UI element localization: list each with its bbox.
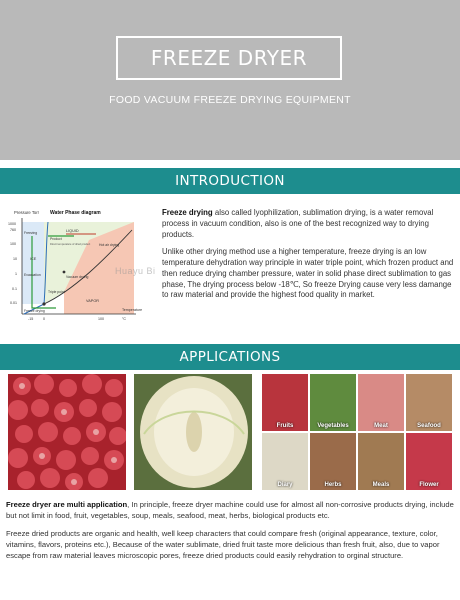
tile-label: Fruits <box>276 423 294 429</box>
diagram-product-label: Product <box>50 237 62 241</box>
diagram-x-axis-label: Temperature <box>122 308 143 312</box>
watermark-text: Huayu Bi <box>115 266 156 276</box>
tile-label: Meat <box>374 423 388 429</box>
introduction-heading-band <box>0 168 460 194</box>
category-tile-seafood <box>406 374 452 431</box>
strawberry-pieces-illustration <box>8 374 126 490</box>
tile-label: Seafood <box>417 423 441 429</box>
diagram-ice-label: ICE <box>30 257 37 261</box>
apps-lead-term: Freeze dryer are multi application <box>6 500 128 509</box>
diagram-y-tick: 1 <box>15 272 17 276</box>
tile-label: Diary <box>277 482 293 488</box>
intro-lead-term: Freeze drying <box>162 208 213 217</box>
fruit-slice-illustration <box>134 374 252 490</box>
hero-subtitle: FOOD VACUUM FREEZE DRYING EQUIPMENT <box>109 94 351 106</box>
tile-label: Vegetables <box>317 423 349 429</box>
diagram-triple-point-label: Triple point <box>48 290 65 294</box>
diagram-liquid-label: LIQUID <box>66 229 79 233</box>
hero-banner <box>0 0 460 160</box>
category-tile-diary <box>262 433 308 490</box>
diagram-y-tick: 0.01 <box>10 301 17 305</box>
introduction-paragraph-1 <box>162 208 454 240</box>
introduction-paragraph-2: Unlike other drying method use a higher temperature, freeze drying is an low temperature dehydration way principle in water triple point, which frozen product and then reduce drying chamber pressure, water in solid phase direct sublimation to gas phase, The drying process below -18℃, So freeze Drying cause very less damange to raw material and provide the highest food quality in market. <box>162 247 454 300</box>
diagram-evacuation-label: Evacuation <box>24 273 41 277</box>
diagram-x-tick: -15 <box>28 317 34 321</box>
applications-category-grid <box>262 374 452 490</box>
applications-body <box>6 500 456 569</box>
tile-label: Flower <box>419 482 439 488</box>
diagram-freezing-label: Freezing <box>24 231 38 235</box>
freeze-dried-strawberry-photo <box>8 374 126 490</box>
category-tile-herbs <box>310 433 356 490</box>
intro-paragraph-1-text: also called lyophilization, sublimation drying, is a water removal process in vacuum condition, also is one of the best recognized way to drying products. <box>162 208 434 239</box>
applications-heading-band <box>0 344 460 370</box>
diagram-y-tick: 760 <box>10 228 16 232</box>
tile-label: Herbs <box>324 482 342 488</box>
category-tile-meat <box>358 374 404 431</box>
applications-paragraph-1 <box>6 500 456 521</box>
diagram-vacuum-drying-label: Vacuum drying <box>66 275 89 279</box>
applications-paragraph-2: Freeze dried products are organic and health, well keep characters that could compare fresh (original appearance, texture, color, vitamins, flavors, proteins etc.), Because of the water sublimate, dried fruit taste more delicious than fresh fruit, also, due to vapor escape from raw material leaves microscopic pores, freeze dried products could easily rehydration to orginal structure. <box>6 529 440 560</box>
introduction-heading: INTRODUCTION <box>175 173 285 189</box>
category-tile-meals <box>358 433 404 490</box>
diagram-title: Water Phase diagram <box>50 210 101 216</box>
hero-title-box <box>116 36 342 80</box>
category-tile-vegetables <box>310 374 356 431</box>
diagram-y-axis-label: Pressure Torr <box>14 210 40 215</box>
introduction-body <box>162 208 454 308</box>
diagram-vapor-label: VAPOR <box>86 299 100 303</box>
diagram-y-tick: 10 <box>13 257 17 261</box>
diagram-freeze-drying-label: Freeze drying <box>24 309 45 313</box>
category-tile-fruits <box>262 374 308 431</box>
freeze-dried-fruit-slice-photo <box>134 374 252 490</box>
diagram-x-tick: 0 <box>43 317 45 321</box>
diagram-y-tick: 0.1 <box>12 287 17 291</box>
diagram-x-tick: °C <box>122 317 127 321</box>
applications-heading: APPLICATIONS <box>179 349 281 365</box>
hero-title: FREEZE DRYER <box>150 46 308 70</box>
diagram-hot-air-label: Hot air drying <box>99 243 120 247</box>
apps-paragraph-1-text: , In principle, freeze dryer machine could use for almost all non-corrosive products drying, include but not limit in food, fruit, vegetables, soup, meals, seafood, meat, herbs, biological products etc. <box>6 500 454 520</box>
diagram-y-tick: 1000 <box>8 222 16 226</box>
diagram-x-tick: 100 <box>98 317 104 321</box>
diagram-product-note: Direct temperature of dried product <box>50 243 91 246</box>
category-tile-flower <box>406 433 452 490</box>
tile-label: Meals <box>372 482 390 488</box>
diagram-y-tick: 100 <box>10 242 16 246</box>
